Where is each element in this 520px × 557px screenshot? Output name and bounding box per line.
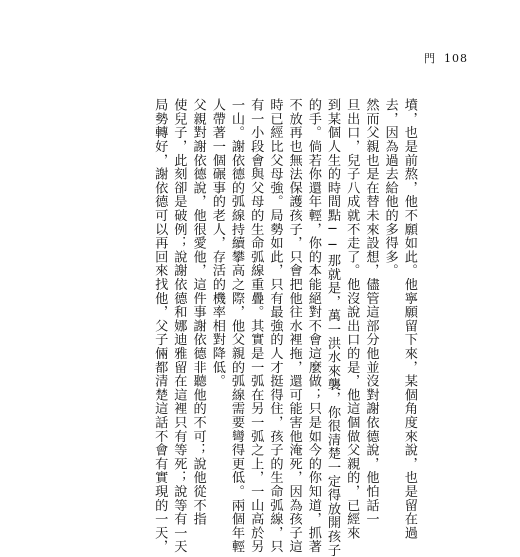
text-line: 旦出口，兒子八成就不走了。他沒說出口的是，他這個做父親的，已經來 xyxy=(344,98,360,540)
page-number: 108 xyxy=(444,52,468,65)
text-line: 時已經比父母強。局勢如此，只有最強的人才挺得住，孩子的生命弧線，只 xyxy=(267,98,283,554)
text-line: 去，因為過去給他的多得多。 xyxy=(382,98,398,278)
text-line: 局勢轉好，謝依德可以再回來找他，父子倆都清楚這話不會有實現的一天， xyxy=(152,98,168,554)
text-line: 一山。謝依德的弧線持續攀高之際，他父親的弧線需要彎得更低。兩個年輕 xyxy=(229,98,245,554)
text-line: 然而父親也是在替未來設想，儘管這部分他並沒對謝依德說，他怕話一 xyxy=(363,98,379,526)
chapter-title: 門 xyxy=(424,52,436,65)
text-line: 父親對謝依德說，他很愛他，這件事謝依德非聽他的不可；說他從不指 xyxy=(190,98,206,526)
page-header xyxy=(424,50,468,66)
text-line: 使兒子，此刻卻是破例；說謝依德和娜迪雅留在這裡只有等死；說等有一天 xyxy=(171,98,187,554)
text-line: 墳，也是前熬，他不願如此。他寧願留下來，某個角度來說，也是留在過 xyxy=(401,98,417,540)
text-line: 有一小段會與父母的生命弧線重疊。其實是一弧在另一弧之上，一山高於另 xyxy=(248,98,264,554)
text-line: 到某個人生的時間點──那就是，萬一洪水來襲，你很清楚一定得放開孩子 xyxy=(325,98,341,557)
text-line: 不放再也無法保護孩子，只會把他往水裡拖，還可能害他淹死，因為孩子這 xyxy=(286,98,302,554)
text-line: 人帶著一個碾事的老人，存活的機率相對降低。 xyxy=(209,98,225,388)
body-text xyxy=(150,98,419,557)
text-line: 的手。倘若你還年輕，你的本能絕對不會這麼做；只是如今的你知道，抓著 xyxy=(305,98,321,554)
